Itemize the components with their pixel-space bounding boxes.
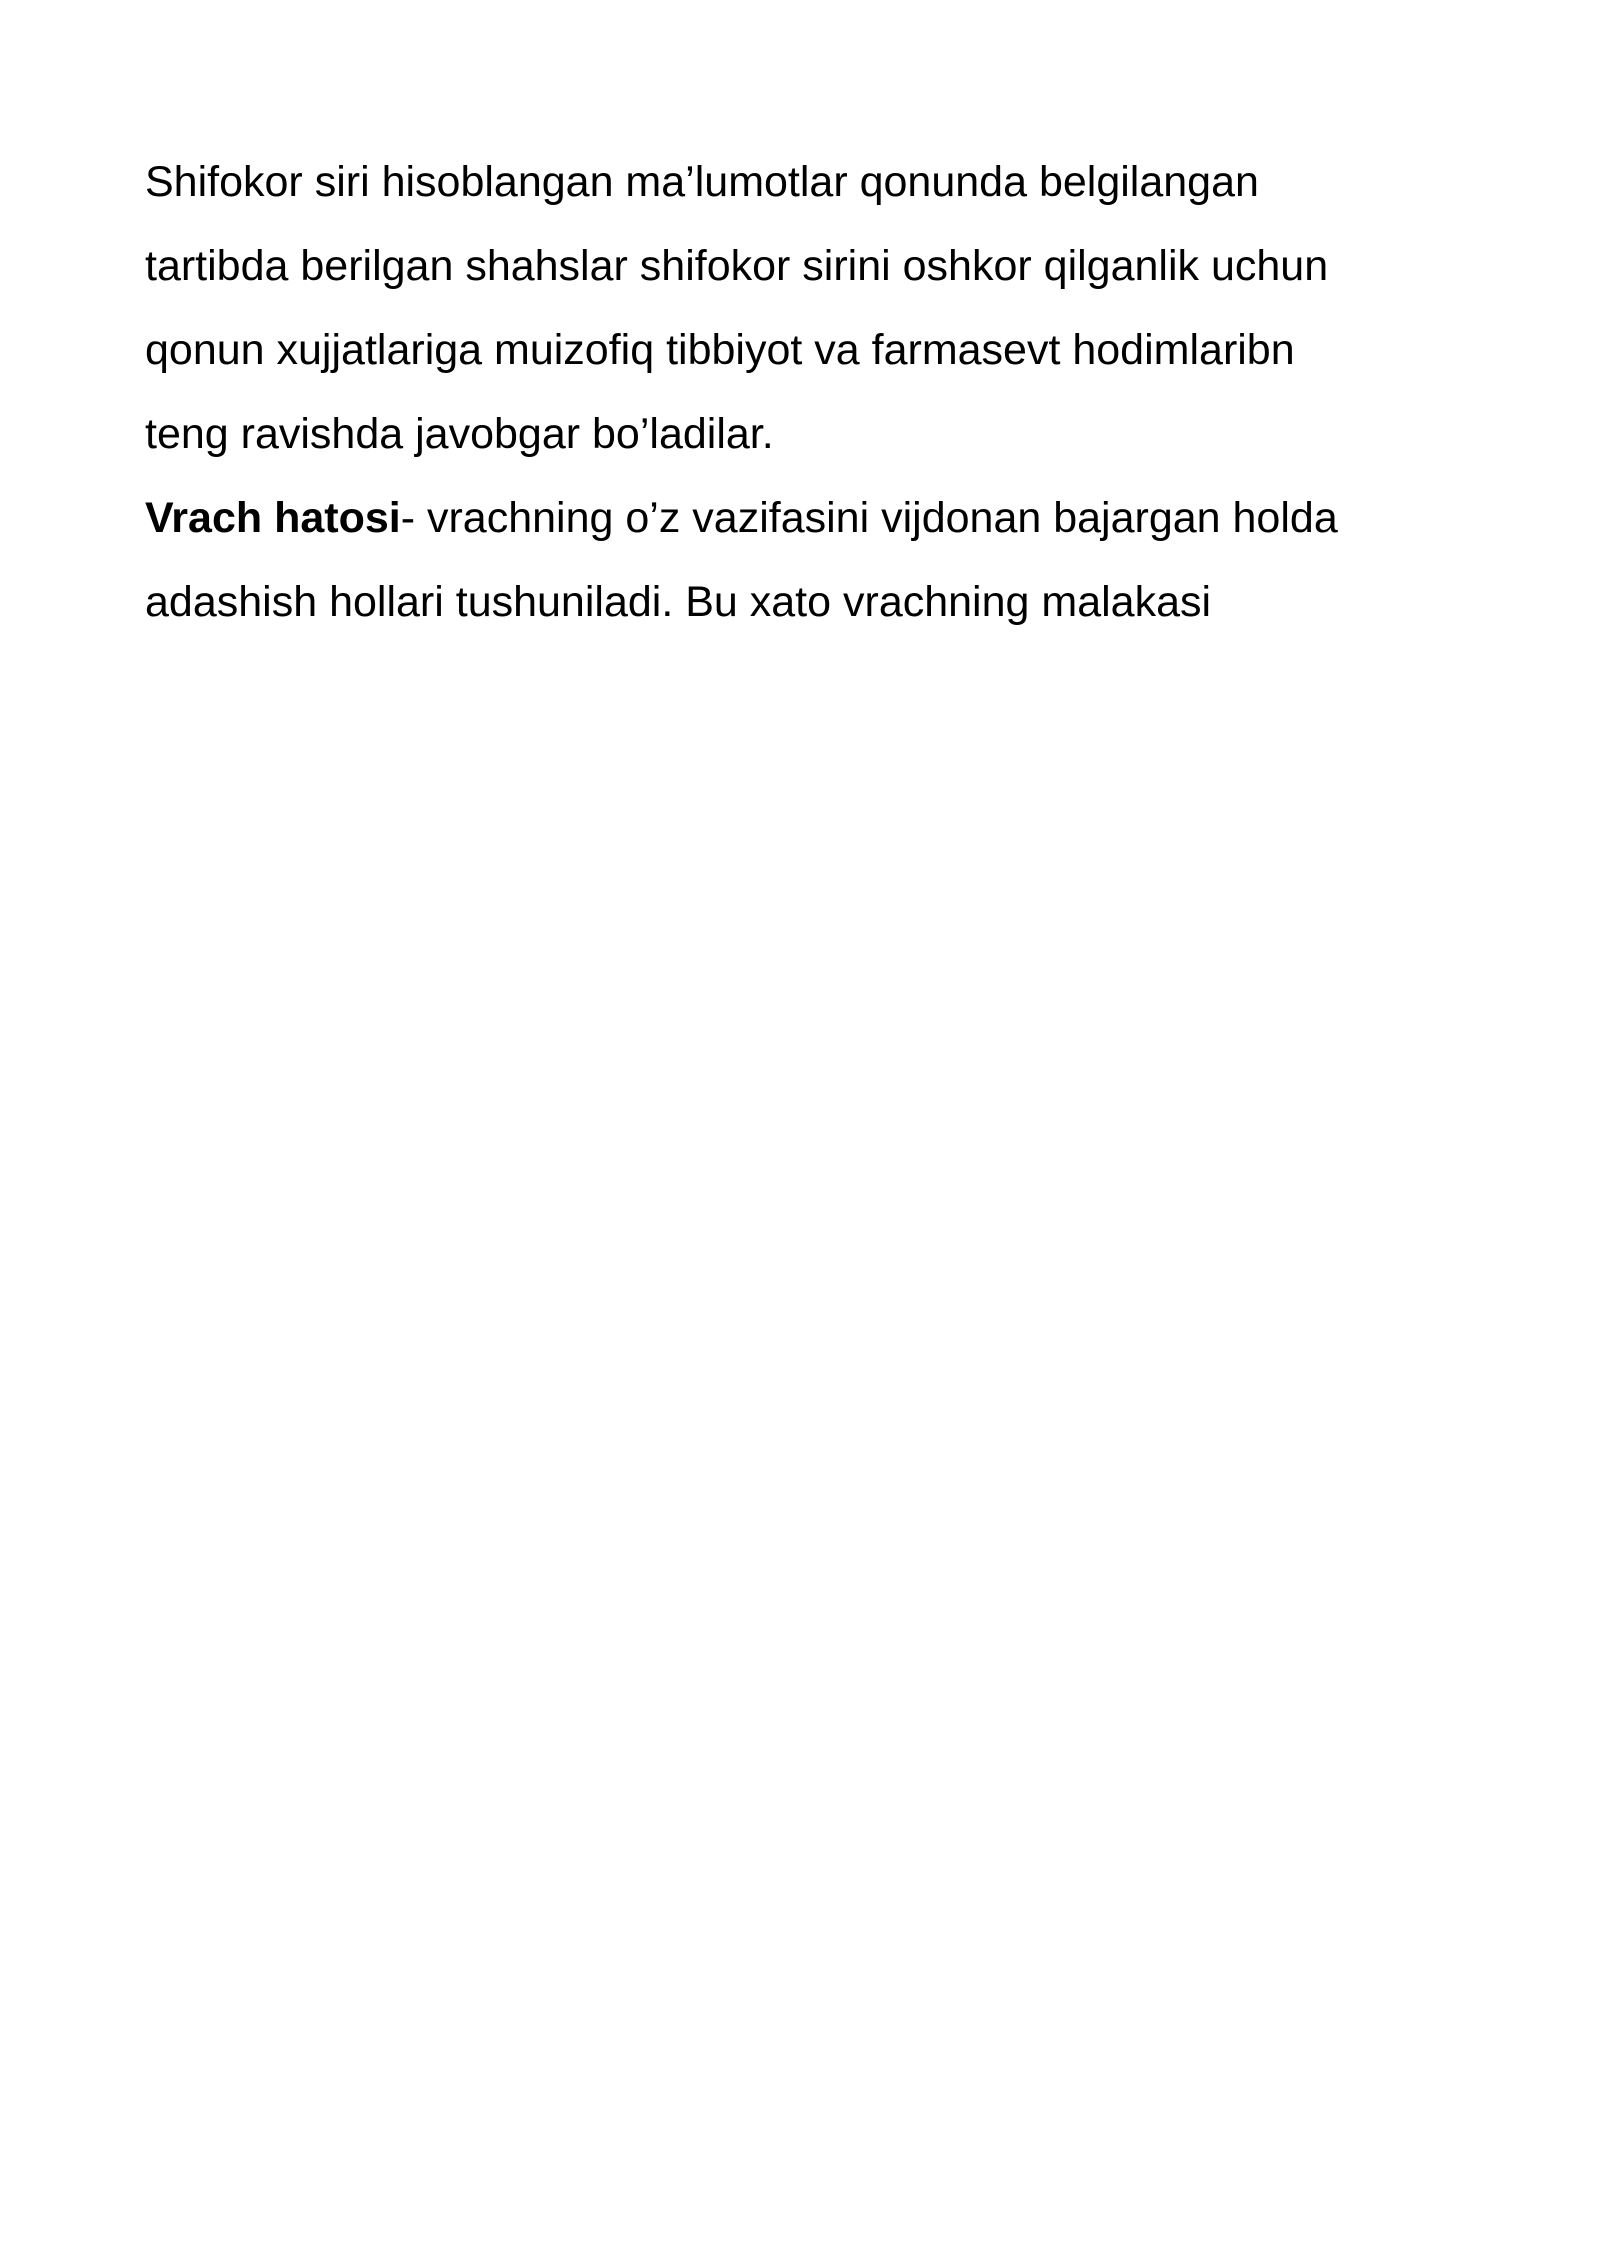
paragraph-doctor-error [145, 476, 1455, 644]
text-line: Shifokor siri hisoblangan ma’lumotlar qonunda belgilangan [145, 158, 1259, 206]
document-body [145, 140, 1455, 644]
text-line: tartibda berilgan shahslar shifokor sirini oshkor qilganlik uchun [145, 242, 1329, 290]
paragraph-confidentiality [145, 140, 1455, 476]
text-line: adashish hollari tushuniladi. Bu xato vrachning malakasi [145, 578, 1212, 626]
text-line: teng ravishda javobgar bo’ladilar. [145, 410, 774, 458]
definition-text: - vrachning o’z vazifasini vijdonan bajargan holda [400, 494, 1338, 542]
text-line: qonun xujjatlariga muizofiq tibbiyot va farmasevt hodimlaribn [145, 326, 1295, 374]
text-line [145, 476, 1455, 560]
defined-term: Vrach hatosi [145, 494, 401, 542]
